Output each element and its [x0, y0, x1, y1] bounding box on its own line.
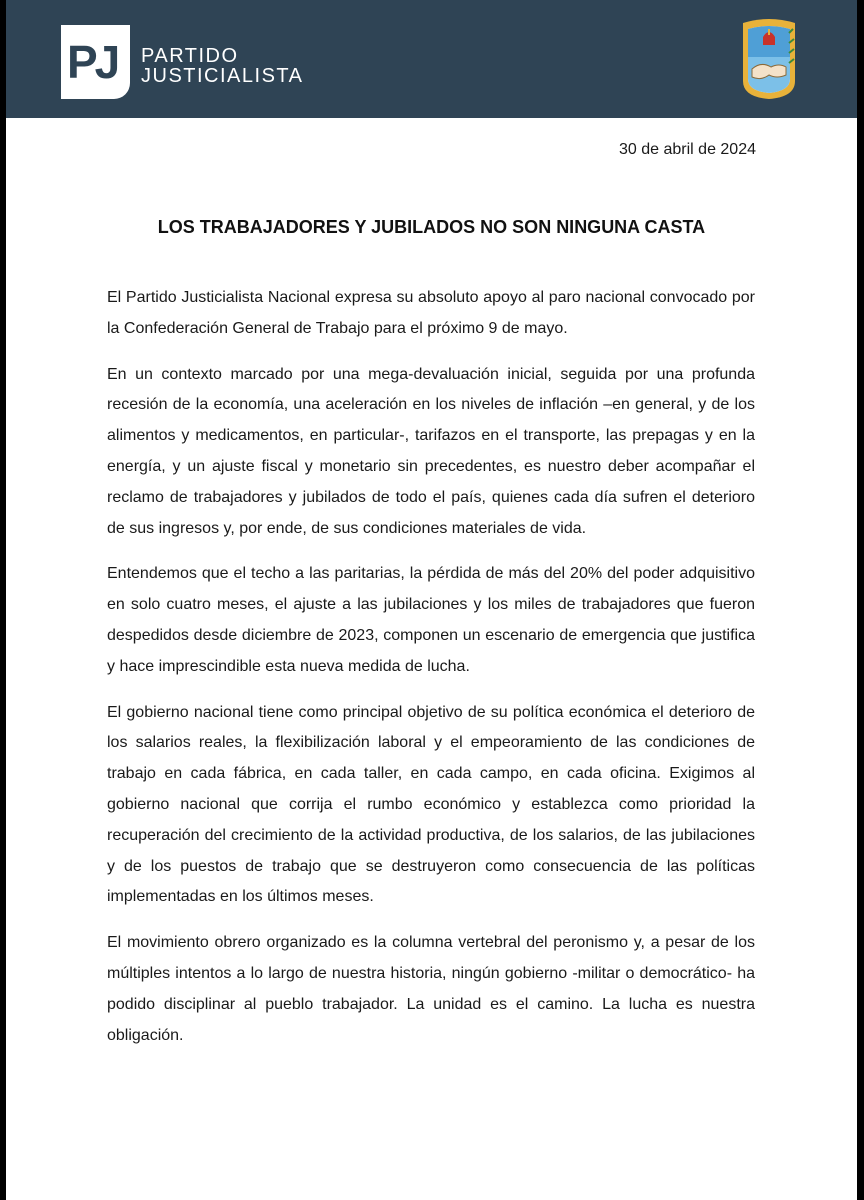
document-page	[6, 0, 857, 1200]
letterhead	[6, 0, 857, 118]
document-date: 30 de abril de 2024	[619, 141, 756, 158]
pj-logo-text: PJ	[67, 36, 118, 88]
document-body	[107, 283, 755, 1066]
peronist-shield-icon	[739, 17, 799, 101]
paragraph: En un contexto marcado por una mega-devaluación inicial, seguida por una profunda recesión de la economía, una aceleración en los niveles de inflación –en general, y de los alimentos y medicamentos, en particular-, tarifazos en el transporte, las prepagas y en la energía, y un ajuste fiscal y monetario sin precedentes, es nuestro deber acompañar el reclamo de trabajadores y jubilados de todo el país, quienes cada día sufren el deterioro de sus ingresos y, por ende, de sus condiciones materiales de vida.	[107, 365, 755, 537]
org-name-line2: JUSTICIALISTA	[141, 65, 304, 87]
organization-name	[141, 46, 304, 86]
paragraph: El gobierno nacional tiene como principal objetivo de su política económica el deterioro de los salarios reales, la flexibilización laboral y el empeoramiento de las condiciones de trabajo en cada fábrica, en cada taller, en cada campo, en cada oficina. Exigimos al gobierno nacional que corrija el rumbo económico y establezca como prioridad la recuperación del crecimiento de la actividad productiva, de los salarios, de las jubilaciones y de los puestos de trabajo que se destruyeron como consecuencia de las políticas implementadas en los últimos meses.	[107, 703, 755, 906]
paragraph: El movimiento obrero organizado es la columna vertebral del peronismo y, a pesar de los múltiples intentos a lo largo de nuestra historia, ningún gobierno -militar o democrático- ha podido disciplinar al pueblo trabajador. La unidad es el camino. La lucha es nuestra obligación.	[107, 934, 755, 1044]
paragraph: El Partido Justicialista Nacional expresa su absoluto apoyo al paro nacional convocado por la Confederación General de Trabajo para el próximo 9 de mayo.	[107, 289, 755, 337]
pj-logo	[61, 25, 130, 99]
paragraph: Entendemos que el techo a las paritarias, la pérdida de más del 20% del poder adquisitivo en solo cuatro meses, el ajuste a las jubilaciones y los miles de trabajadores que fueron despedidos desde diciembre de 2023, componen un escenario de emergencia que justifica y hace imprescindible esta nueva medida de lucha.	[107, 565, 755, 675]
org-name-line1: PARTIDO	[141, 45, 239, 67]
document-title: LOS TRABAJADORES Y JUBILADOS NO SON NINGUNA CASTA	[157, 217, 706, 237]
